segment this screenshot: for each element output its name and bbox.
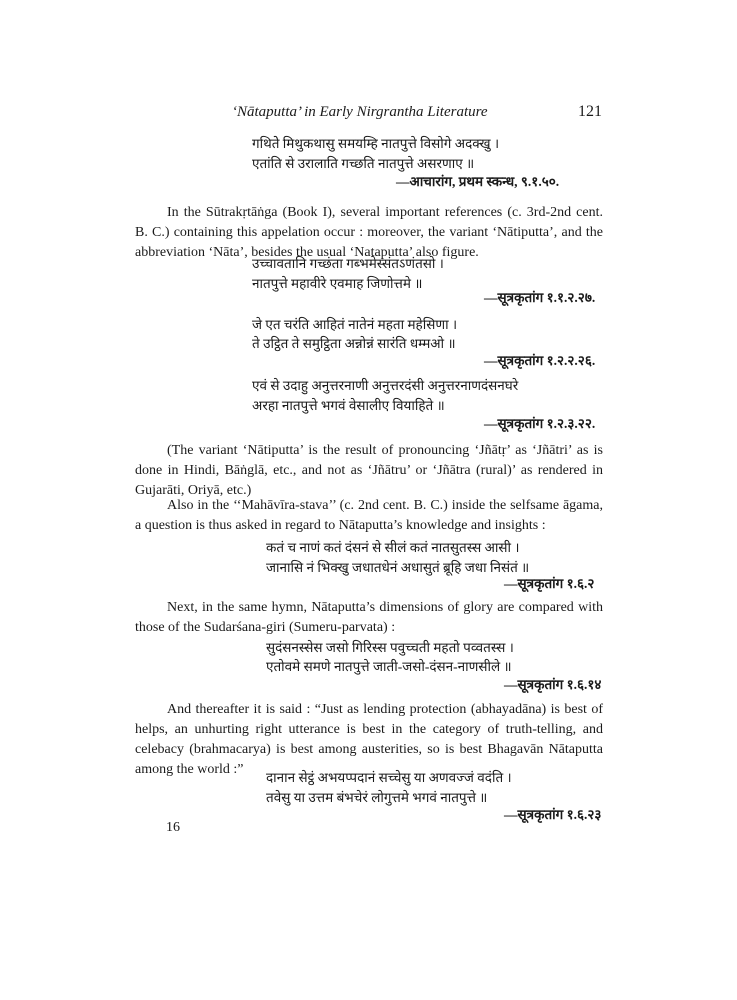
paragraph-text: And thereafter it is said : “Just as lending protection (abhayadāna) is best of helps, an unhurting right utterance is best in the category of truth-telling, and celebacy (brahmacarya) is best among austerities, so is best Bhagavān Nātaputta among the world :” bbox=[135, 702, 603, 777]
verse-line: अरहा नातपुत्ते भगवं वेसालीए वियाहिते ॥ bbox=[252, 398, 445, 413]
verse-line: तवेसु या उत्तम बंभचेरं लोगुत्तमे भगवं नातपुत्ते ॥ bbox=[266, 790, 488, 805]
verse-citation: —आचारांग, प्रथम स्कन्ध, ९.१.५०. bbox=[396, 174, 560, 189]
paragraph-text: (The variant ‘Nātiputta’ is the result of pronouncing ‘Jñātṛ’ as ‘Jñātri’ as is done in Hindi, Bāṅglā, etc., and not as ‘Jñātru’ or ‘Jñātra (rural)’ as rendered in Gujarāti, Oriyā, etc.) bbox=[135, 443, 603, 498]
verse-line: जानासि नं भिक्खु जधातधेनं अधासुतं ब्रूहि जधा निसंतं ॥ bbox=[266, 560, 530, 575]
signature-number: 16 bbox=[166, 820, 180, 835]
paragraph-text: Also in the ‘‘Mahāvīra-stava’’ (c. 2nd cent. B. C.) inside the selfsame āgama, a question is thus asked in regard to Nātaputta’s knowledge and insights : bbox=[135, 498, 603, 533]
paragraph bbox=[135, 496, 603, 536]
verse-line: गथितेे मिथुकथासु समयम्हि नातपुत्ते विसोगे अदक्खु । bbox=[252, 136, 500, 151]
verse-citation: —सूत्रकृतांग १.२.३.२२. bbox=[484, 416, 596, 431]
verse-line: एतोवमे समणे नातपुत्ते जाती-जसो-दंसन-नाणसीले ॥ bbox=[266, 659, 512, 674]
verse-citation: —सूत्रकृतांग १.६.२३ bbox=[504, 807, 602, 822]
verse-line: एवं से उदाहु अनुत्तरनाणी अनुत्तरदंसी अनुत्तरनाणदंसनघरे bbox=[252, 378, 519, 393]
verse-citation: —सूत्रकृतांग १.६.१४ bbox=[504, 677, 602, 692]
running-head: ‘Nātaputta’ in Early Nirgrantha Literature bbox=[232, 104, 488, 120]
verse-line: उच्चावतानि गच्छंता गब्भमेस्संतऽणंतसो । bbox=[252, 256, 444, 271]
paragraph-text: In the Sūtrakṛtāṅga (Book I), several important references (c. 3rd-2nd cent. B. C.) containing this appelation occur : moreover, the variant ‘Nātiputta’, and the abbreviation ‘Nāta’, besides the usual ‘Nataputta’ also figure. bbox=[135, 205, 603, 260]
verse-line: ते उट्ठित ते समुट्ठिता अन्नोन्नं सारंति धम्मओ ॥ bbox=[252, 336, 456, 351]
verse-line: दानान सेट्ठं अभयप्पदानं सच्चेसु या अणवज्जं वदंति । bbox=[266, 770, 512, 785]
verse-line: सुदंसनस्सेस जसो गिरिस्स पवुच्चती महतो पव्वतस्स । bbox=[266, 640, 514, 655]
verse-citation: —सूत्रकृतांग १.२.२.२६. bbox=[484, 353, 596, 368]
paragraph-text: Next, in the same hymn, Nātaputta’s dimensions of glory are compared with those of the Sudarśana-giri (Sumeru-parvata) : bbox=[135, 600, 603, 635]
verse-citation: —सूत्रकृतांग १.६.२ bbox=[504, 576, 595, 591]
verse-line: नातपुत्ते महावीरे एवमाह जिणोत्तमे ॥ bbox=[252, 276, 423, 291]
verse-line: जे एत चरंति आहितं नातेनं महता महेसिणा । bbox=[252, 317, 458, 332]
page-number: 121 bbox=[578, 103, 602, 120]
paragraph bbox=[135, 441, 603, 501]
paragraph bbox=[135, 598, 603, 638]
verse-line: एतांति से उरालाति गच्छति नातपुत्ते असरणाए ॥ bbox=[252, 156, 475, 171]
verse-line: कतं च नाणं कतं दंसनं से सीलं कतं नातसुतस्स आसी । bbox=[266, 540, 520, 555]
verse-citation: —सूत्रकृतांग १.१.२.२७. bbox=[484, 290, 596, 305]
